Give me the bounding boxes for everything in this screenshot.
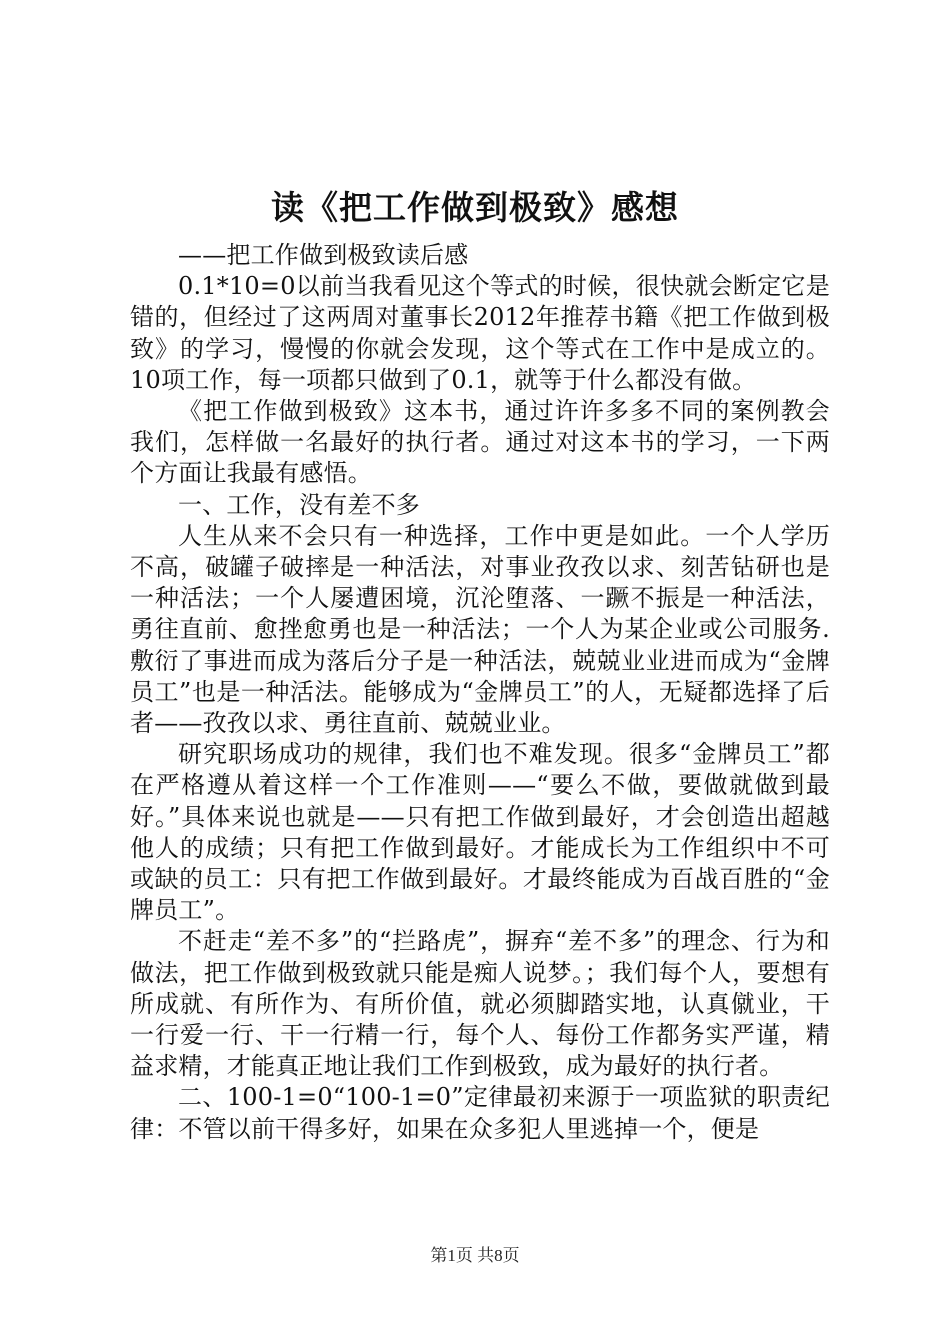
paragraph: 人生从来不会只有一种选择，工作中更是如此。一个人学历不高，破罐子破摔是一种活法，对事业孜孜以求、刻苦钻研也是一种活法；一个人屡遭困境，沉沦堕落、一蹶不振是一种活法，勇往直前、愈挫愈勇也是一种活法；一个人为某企业或公司服务.敷衍了事进而成为落后分子是一种活法，兢兢业业进而成为“金牌员工”也是一种活法。能够成为“金牌员工”的人，无疑都选择了后者——孜孜以求、勇往直前、兢兢业业。 [130, 521, 830, 738]
document-title: 读《把工作做到极致》感想 [271, 188, 679, 227]
paragraph: 不赶走“差不多”的“拦路虎”，摒弃“差不多”的理念、行为和做法，把工作做到极致就只能是痴人说梦。；我们每个人，要想有所成就、有所作为、有所价值，就必须脚踏实地，认真僦业，干一行爱一行、干一行精一行，每个人、每份工作都务实严谨，精益求精，才能真正地让我们工作到极致，成为最好的执行者。 [130, 927, 830, 1081]
document-body [130, 240, 830, 1145]
paragraph: 0.1*10=0以前当我看见这个等式的时候，很快就会断定它是错的，但经过了这两周对董事长2012年推荐书籍《把工作做到极致》的学习，慢慢的你就会发现，这个等式在工作中是成立的。10项工作，每一项都只做到了0.1，就等于什么都没有做。 [130, 272, 830, 394]
section-heading: 一、工作，没有差不多 [178, 490, 420, 519]
page-number: 第1页 共8页 [430, 1246, 520, 1265]
paragraph: 二、100-1=0“100-1=0”定律最初来源于一项监狱的职责纪律：不管以前干得多好，如果在众多犯人里逃掉一个，便是 [130, 1083, 830, 1143]
document-subtitle: ——把工作做到极致读后感 [178, 241, 469, 269]
paragraph: 研究职场成功的规律，我们也不难发现。很多“金牌员工”都在严格遵从着这样一个工作准则——“要么不做，要做就做到最好。”具体来说也就是——只有把工作做到最好，才会创造出超越他人的成绩；只有把工作做到最好。才能成长为工作组织中不可或缺的员工：只有把工作做到最好。才最终能成为百战百胜的“金牌员工”。 [130, 740, 830, 925]
paragraph: 《把工作做到极致》这本书，通过许许多多不同的案例教会我们，怎样做一名最好的执行者。通过对这本书的学习，一下两个方面让我最有感悟。 [130, 397, 830, 488]
